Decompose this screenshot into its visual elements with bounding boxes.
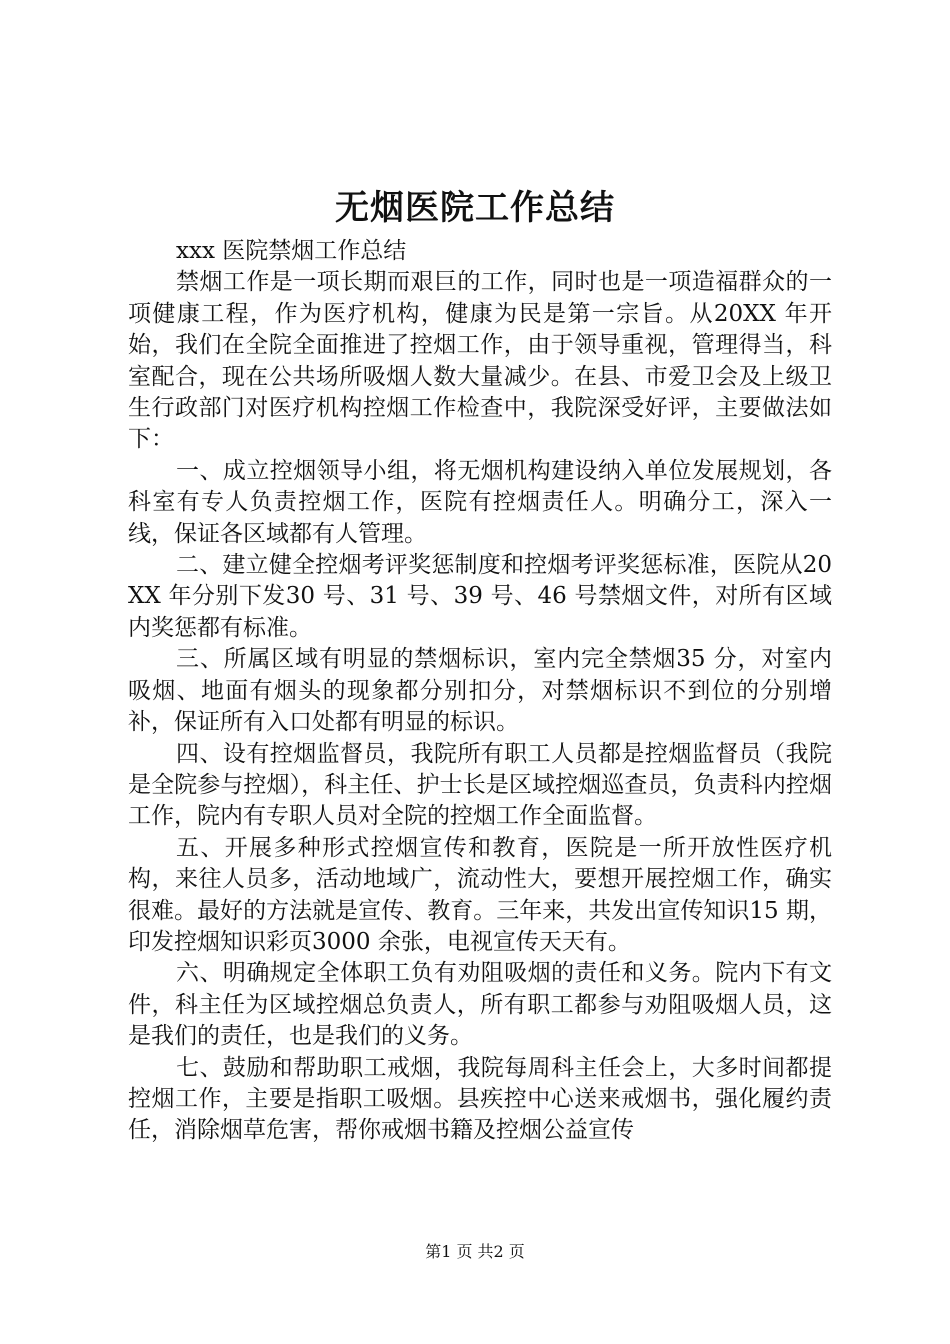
- document-body: [128, 236, 832, 1147]
- page-number-footer: 第1 页 共2 页: [425, 1242, 525, 1261]
- paragraph-item-1: 一、成立控烟领导小组，将无烟机构建设纳入单位发展规划，各科室有专人负责控烟工作，医院有控烟责任人。明确分工，深入一线，保证各区域都有人管理。: [128, 457, 832, 547]
- paragraph-item-2: 二、建立健全控烟考评奖惩制度和控烟考评奖惩标准，医院从20XX 年分别下发30 号、31 号、39 号、46 号禁烟文件，对所有区域内奖惩都有标准。: [128, 552, 832, 641]
- paragraph-item-3: 三、所属区域有明显的禁烟标识，室内完全禁烟35 分，对室内吸烟、地面有烟头的现象都分别扣分，对禁烟标识不到位的分别增补，保证所有入口处都有明显的标识。: [128, 646, 832, 736]
- paragraph-item-4: 四、设有控烟监督员，我院所有职工人员都是控烟监督员（我院是全院参与控烟），科主任、护士长是区域控烟巡查员，负责科内控烟工作，院内有专职人员对全院的控烟工作全面监督。: [128, 740, 832, 830]
- paragraph-item-6: 六、明确规定全体职工负有劝阻吸烟的责任和义务。院内下有文件，科主任为区域控烟总负责人，所有职工都参与劝阻吸烟人员，这是我们的责任，也是我们的义务。: [128, 960, 832, 1050]
- paragraph-intro: 禁烟工作是一项长期而艰巨的工作，同时也是一项造福群众的一项健康工程，作为医疗机构，健康为民是第一宗旨。从20XX 年开始，我们在全院全面推进了控烟工作，由于领导重视，管理得当，科室配合，现在公共场所吸烟人数大量减少。在县、市爱卫会及上级卫生行政部门对医疗机构控烟工作检查中，我院深受好评，主要做法如下：: [128, 269, 832, 453]
- document-title: 无烟医院工作总结: [335, 188, 615, 228]
- document-subtitle: xxx 医院禁烟工作总结: [176, 238, 407, 264]
- paragraph-item-7: 七、鼓励和帮助职工戒烟，我院每周科主任会上，大多时间都提控烟工作，主要是指职工吸烟。县疾控中心送来戒烟书，强化履约责任，消除烟草危害，帮你戒烟书籍及控烟公益宣传: [128, 1054, 832, 1144]
- paragraph-item-5: 五、开展多种形式控烟宣传和教育，医院是一所开放性医疗机构，来往人员多，活动地域广，流动性大，要想开展控烟工作，确实很难。最好的方法就是宣传、教育。三年来，共发出宣传知识15 期，印发控烟知识彩页3000 余张，电视宣传天天有。: [128, 834, 832, 955]
